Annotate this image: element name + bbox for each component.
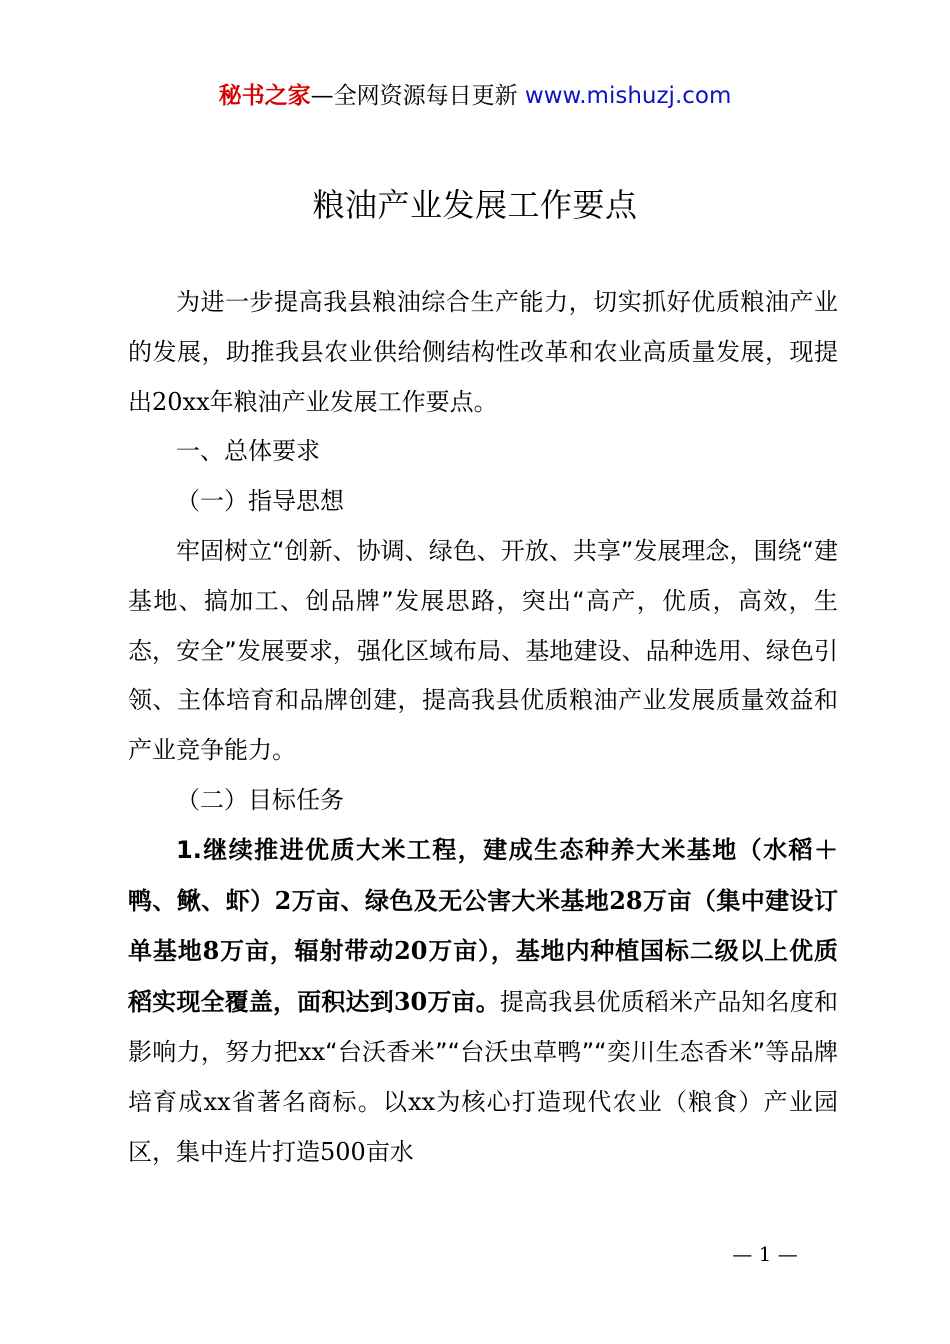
subsection-heading-1: （一）指导思想 — [176, 487, 344, 516]
subsection-heading-2: （二）目标任务 — [176, 785, 344, 814]
task-paragraph-1: 1.继续推进优质大米工程，建成生态种养大米基地（水稻＋鸭、鳅、虾）2万亩、绿色及无公害大米基地28万亩（集中建设订单基地8万亩，辐射带动20万亩），基地内种植国标二级以上优质稻实现全覆盖，面积达到30万亩。提高我县优质稻米产品知名度和影响力，努力把xx“台沃香米”“台沃虫草鸭”“奕川生态香米”等品牌培育成xx省著名商标。以xx为核心打造现代农业（粮食）产业园区，集中连片打造500亩水 — [128, 835, 839, 1166]
document-title: 粮油产业发展工作要点 — [312, 186, 638, 224]
guide-paragraph: 牢固树立“创新、协调、绿色、开放、共享”发展理念，围绕“建基地、搞加工、创品牌”发展思路，突出“高产，优质，高效，生态，安全”发展要求，强化区域布局、基地建设、品种选用、绿色引领、主体培育和品牌创建，提高我县优质粮油产业发展质量效益和产业竞争能力。 — [128, 536, 838, 765]
site-header — [0, 80, 950, 112]
section-heading-1: 一、总体要求 — [176, 437, 320, 466]
page-number: — 1 — — [732, 1242, 798, 1266]
header-tagline: —全网资源每日更新 — [310, 83, 518, 109]
document-body — [128, 278, 838, 1177]
header-brand: 秘书之家 — [218, 83, 311, 109]
intro-paragraph: 为进一步提高我县粮油综合生产能力，切实抓好优质粮油产业的发展，助推我县农业供给侧结构性改革和农业高质量发展，现提出20xx年粮油产业发展工作要点。 — [128, 288, 838, 416]
task-1-bold-text: 1.继续推进优质大米工程，建成生态种养大米基地（水稻＋鸭、鳅、虾）2万亩、绿色及无公害大米基地28万亩（集中建设订单基地8万亩，辐射带动20万亩），基地内种植国标二级以上优质稻实现全覆盖，面积达到30万亩。 — [128, 835, 839, 1017]
header-site-link[interactable]: www.mishuzj.com — [524, 83, 732, 109]
